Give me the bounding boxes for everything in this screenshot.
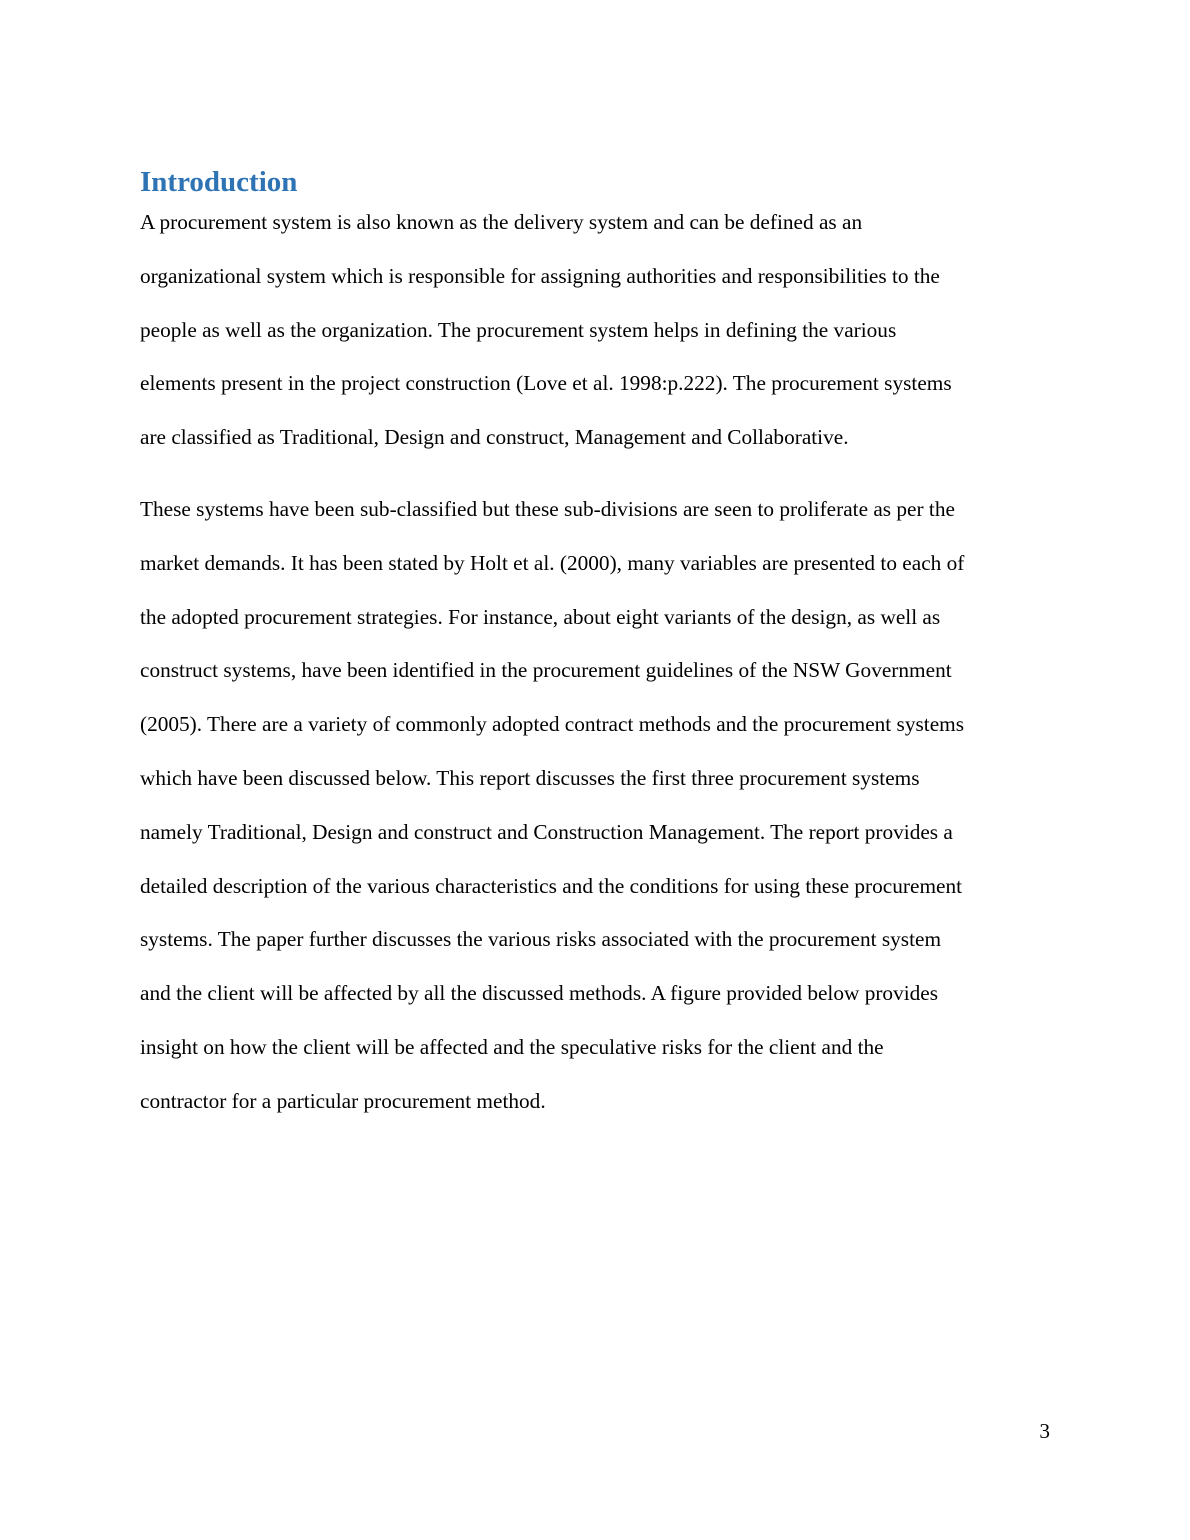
page-content — [140, 160, 1050, 1129]
paragraph-line: namely Traditional, Design and construct and Construction Management. The report provides a — [140, 819, 953, 844]
paragraph-line: organizational system which is responsible for assigning authorities and responsibilities to the — [140, 263, 940, 288]
paragraph-line: contractor for a particular procurement method. — [140, 1088, 546, 1113]
paragraph-line: market demands. It has been stated by Holt et al. (2000), many variables are presented to each of — [140, 550, 965, 575]
paragraph-line: systems. The paper further discusses the various risks associated with the procurement system — [140, 927, 942, 952]
paragraph-line: the adopted procurement strategies. For instance, about eight variants of the design, as well as — [140, 604, 941, 629]
page-number: 3 — [1039, 1419, 1050, 1443]
paragraph-intro — [140, 196, 1050, 465]
paragraph-line: which have been discussed below. This report discusses the first three procurement systems — [140, 765, 920, 790]
paragraph-line: and the client will be affected by all the discussed methods. A figure provided below provides — [140, 981, 939, 1006]
section-heading: Introduction — [140, 166, 298, 198]
paragraph-line: detailed description of the various characteristics and the conditions for using these procurement — [140, 873, 963, 898]
paragraph-line: (2005). There are a variety of commonly adopted contract methods and the procurement systems — [140, 712, 964, 737]
paragraph-line: elements present in the project construction (Love et al. 1998:p.222). The procurement systems — [140, 371, 952, 396]
paragraph-line: These systems have been sub-classified but these sub-divisions are seen to proliferate as per the — [140, 496, 955, 521]
paragraph-line: A procurement system is also known as the delivery system and can be defined as an — [140, 210, 863, 234]
paragraph-line: insight on how the client will be affected and the speculative risks for the client and the — [140, 1034, 884, 1059]
paragraph-line: construct systems, have been identified in the procurement guidelines of the NSW Government — [140, 658, 952, 683]
paragraph-line: are classified as Traditional, Design and construct, Management and Collaborative. — [140, 425, 849, 450]
paragraph-line: people as well as the organization. The procurement system helps in defining the various — [140, 317, 897, 342]
paragraph-systems — [140, 483, 1050, 1129]
